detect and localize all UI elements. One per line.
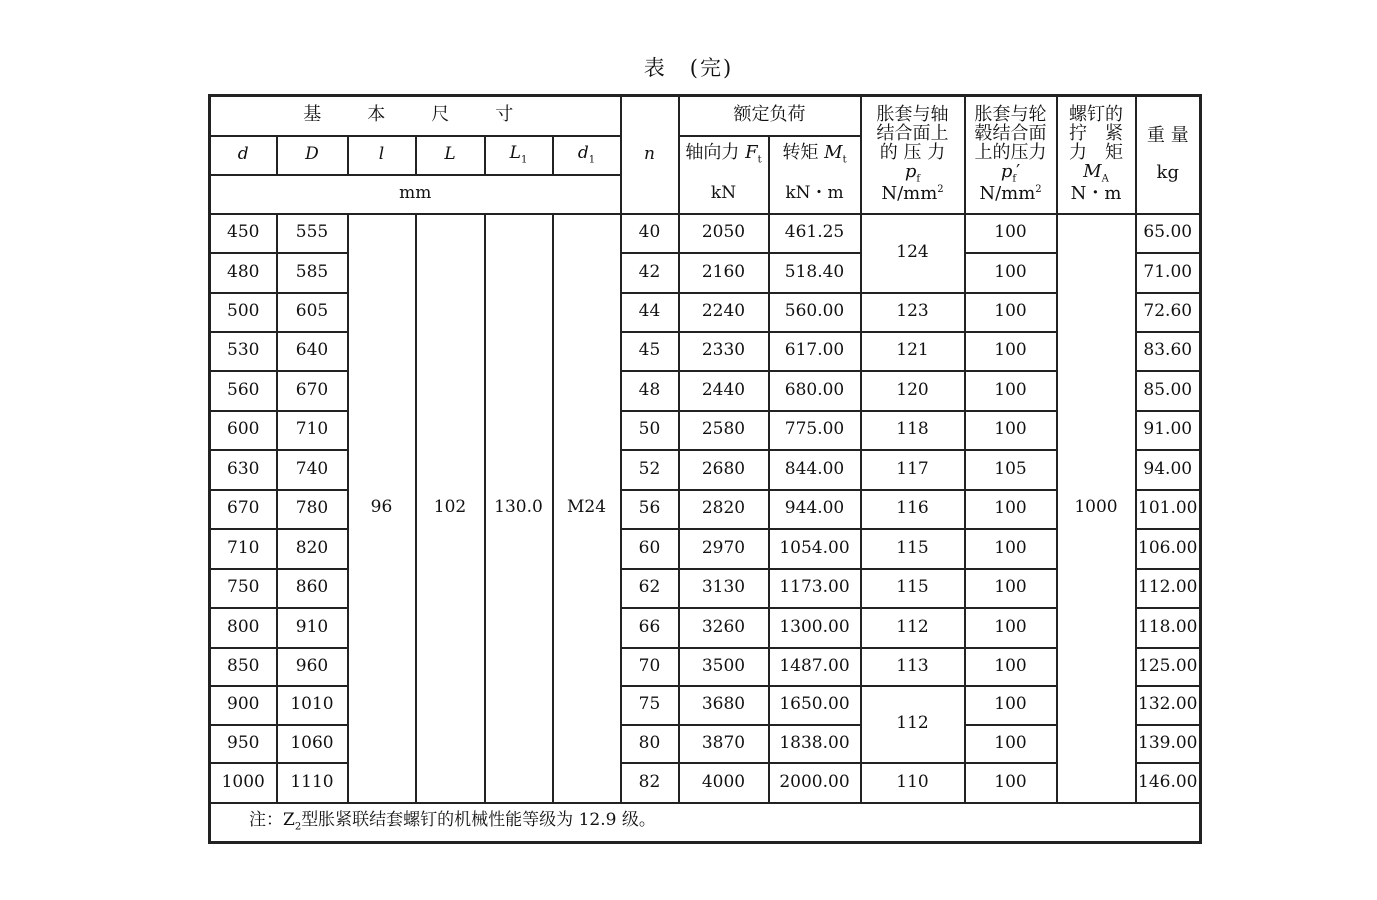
cell-d1: M24 [553,214,621,803]
cell-Ft: 2050 [679,214,769,253]
cell-pf: 115 [861,529,965,569]
cell-L1: 130.0 [485,214,553,803]
cell-pf-prime: 100 [965,371,1057,411]
header-L1: $L_1$ [485,136,553,175]
header-l: l [348,136,416,175]
cell-pf-prime: 100 [965,686,1057,725]
header-d: d [210,136,277,175]
cell-L: 102 [416,214,485,803]
cell-weight: 132.00 [1136,686,1201,725]
header-hub-pressure: 胀套与轮 毂结合面 上的压力 $p_f'$ $N/mm^2$ [965,96,1057,214]
cell-Mt: 1487.00 [769,648,861,686]
header-screw-torque: 螺钉的 拧 紧 力 矩 $M_A$ N・m [1057,96,1136,214]
cell-weight: 85.00 [1136,371,1201,411]
cell-Ft: 2820 [679,490,769,529]
cell-D: 1010 [277,686,348,725]
cell-D: 860 [277,569,348,608]
cell-n: 60 [621,529,679,569]
cell-pf-prime: 105 [965,450,1057,490]
cell-pf: 115 [861,569,965,608]
cell-pf: 113 [861,648,965,686]
cell-Ft: 2580 [679,411,769,450]
cell-pf: 120 [861,371,965,411]
cell-Ft: 3130 [679,569,769,608]
cell-Mt: 1300.00 [769,608,861,648]
cell-D: 710 [277,411,348,450]
cell-Ft: 2680 [679,450,769,490]
cell-n: 56 [621,490,679,529]
cell-Mt: 617.00 [769,332,861,371]
cell-d: 480 [210,253,277,293]
cell-weight: 71.00 [1136,253,1201,293]
cell-d: 800 [210,608,277,648]
cell-n: 42 [621,253,679,293]
cell-D: 780 [277,490,348,529]
cell-d: 560 [210,371,277,411]
cell-pf-prime: 100 [965,608,1057,648]
cell-Ft: 3500 [679,648,769,686]
cell-pf-prime: 100 [965,411,1057,450]
cell-Mt: 2000.00 [769,763,861,803]
cell-D: 670 [277,371,348,411]
cell-pf: 121 [861,332,965,371]
cell-pf: 112 [861,608,965,648]
cell-Ft: 2330 [679,332,769,371]
cell-weight: 65.00 [1136,214,1201,253]
cell-weight: 106.00 [1136,529,1201,569]
header-basic-dimensions: 基 本 尺 寸 [210,96,621,136]
cell-weight: 91.00 [1136,411,1201,450]
cell-weight: 139.00 [1136,725,1201,763]
cell-Ft: 2970 [679,529,769,569]
cell-Ft: 4000 [679,763,769,803]
cell-pf: 112 [861,686,965,763]
cell-d: 1000 [210,763,277,803]
cell-Mt: 1838.00 [769,725,861,763]
cell-n: 45 [621,332,679,371]
cell-pf-prime: 100 [965,293,1057,332]
cell-n: 40 [621,214,679,253]
cell-Ft: 2240 [679,293,769,332]
cell-d: 630 [210,450,277,490]
cell-d: 450 [210,214,277,253]
cell-n: 52 [621,450,679,490]
header-torque: 转矩 $M_t$ [769,136,861,175]
cell-pf: 110 [861,763,965,803]
cell-Mt: 844.00 [769,450,861,490]
cell-D: 1060 [277,725,348,763]
cell-weight: 83.60 [1136,332,1201,371]
cell-pf-prime: 100 [965,253,1057,293]
cell-pf: 116 [861,490,965,529]
cell-n: 70 [621,648,679,686]
cell-D: 640 [277,332,348,371]
cell-d: 600 [210,411,277,450]
cell-d: 900 [210,686,277,725]
cell-Ft: 3680 [679,686,769,725]
header-unit-kN: kN [679,175,769,214]
cell-Mt: 518.40 [769,253,861,293]
cell-Ft: 2160 [679,253,769,293]
cell-n: 62 [621,569,679,608]
cell-pf: 117 [861,450,965,490]
cell-pf: 118 [861,411,965,450]
cell-n: 66 [621,608,679,648]
cell-pf: 123 [861,293,965,332]
cell-d: 530 [210,332,277,371]
cell-d: 670 [210,490,277,529]
cell-weight: 146.00 [1136,763,1201,803]
footnote: 注：$Z_2$型胀紧联结套螺钉的机械性能等级为 12.9 级。 [210,803,1201,843]
cell-MA: 1000 [1057,214,1136,803]
cell-D: 740 [277,450,348,490]
cell-pf-prime: 100 [965,529,1057,569]
header-L: L [416,136,485,175]
cell-d: 710 [210,529,277,569]
cell-D: 585 [277,253,348,293]
cell-n: 50 [621,411,679,450]
cell-pf-prime: 100 [965,569,1057,608]
cell-pf-prime: 100 [965,763,1057,803]
cell-Ft: 3870 [679,725,769,763]
cell-pf-prime: 100 [965,490,1057,529]
cell-Ft: 3260 [679,608,769,648]
header-D: D [277,136,348,175]
cell-Mt: 775.00 [769,411,861,450]
cell-n: 44 [621,293,679,332]
cell-D: 910 [277,608,348,648]
cell-Mt: 560.00 [769,293,861,332]
header-d1: $d_1$ [553,136,621,175]
cell-n: 48 [621,371,679,411]
header-shaft-pressure: 胀套与轴 结合面上 的 压 力 $p_f$ $N/mm^2$ [861,96,965,214]
cell-d: 750 [210,569,277,608]
cell-weight: 125.00 [1136,648,1201,686]
cell-weight: 72.60 [1136,293,1201,332]
cell-weight: 94.00 [1136,450,1201,490]
table-title: 表 (完) [643,56,734,80]
header-unit-mm: mm [210,175,621,214]
cell-n: 82 [621,763,679,803]
cell-d: 500 [210,293,277,332]
cell-D: 820 [277,529,348,569]
table-row [210,214,1201,253]
cell-weight: 101.00 [1136,490,1201,529]
cell-Mt: 461.25 [769,214,861,253]
header-n: n [621,96,679,214]
cell-Mt: 944.00 [769,490,861,529]
cell-pf: 124 [861,214,965,293]
header-rated-load: 额定负荷 [679,96,861,136]
cell-Ft: 2440 [679,371,769,411]
cell-pf-prime: 100 [965,648,1057,686]
cell-d: 950 [210,725,277,763]
header-unit-kNm: kN・m [769,175,861,214]
cell-Mt: 1650.00 [769,686,861,725]
header-weight: 重 量 kg [1136,96,1201,214]
cell-pf-prime: 100 [965,214,1057,253]
spec-table [208,94,1202,844]
cell-pf-prime: 100 [965,725,1057,763]
cell-Mt: 680.00 [769,371,861,411]
cell-Mt: 1173.00 [769,569,861,608]
cell-d: 850 [210,648,277,686]
cell-Mt: 1054.00 [769,529,861,569]
header-axial-force: 轴向力 $F_t$ [679,136,769,175]
cell-n: 80 [621,725,679,763]
cell-weight: 118.00 [1136,608,1201,648]
cell-weight: 112.00 [1136,569,1201,608]
cell-D: 960 [277,648,348,686]
cell-l: 96 [348,214,416,803]
cell-D: 605 [277,293,348,332]
cell-D: 1110 [277,763,348,803]
cell-n: 75 [621,686,679,725]
cell-D: 555 [277,214,348,253]
cell-pf-prime: 100 [965,332,1057,371]
